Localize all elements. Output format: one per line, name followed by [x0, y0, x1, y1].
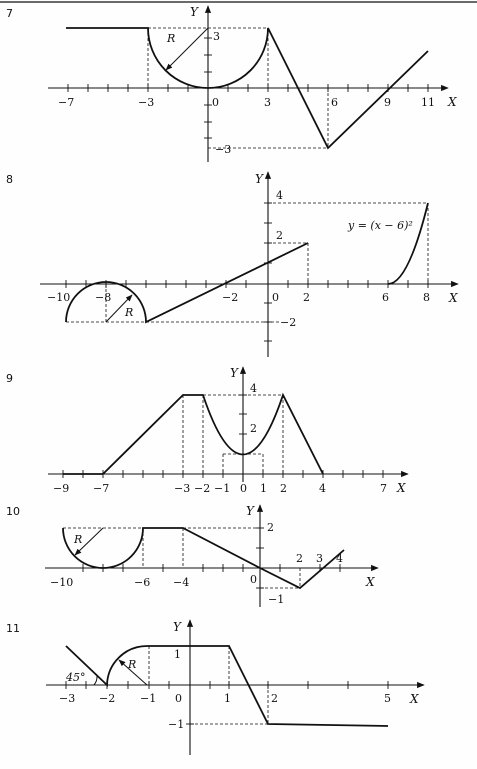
x-tick-label: −2: [99, 692, 116, 705]
problem-number-7: 7: [6, 7, 13, 20]
x-tick-label: −4: [173, 576, 190, 589]
x-tick-label: −10: [47, 291, 71, 304]
x-tick-label: 4: [336, 552, 343, 565]
x-tick-label: 11: [421, 96, 435, 109]
x-tick-label: 1: [260, 482, 267, 495]
function-curve: [66, 646, 388, 726]
x-tick-label: −1: [214, 482, 231, 495]
problem-number-10: 10: [6, 505, 20, 518]
graph-11: [6, 620, 424, 755]
dashed-guides: [183, 395, 283, 474]
x-tick-label: 0: [272, 291, 279, 304]
x-tick-label: 2: [280, 482, 287, 495]
y-axis-label: Y: [173, 620, 181, 634]
y-axis-label: Y: [246, 504, 254, 518]
x-tick-label: 2: [271, 692, 278, 705]
x-tick-label: 4: [319, 482, 326, 495]
x-tick-label: 1: [224, 692, 231, 705]
x-tick-label: 0: [175, 692, 182, 705]
curve-equation: y = (x − 6)²: [348, 219, 413, 232]
x-tick-label: 8: [423, 291, 430, 304]
y-tick-label: 2: [276, 229, 283, 242]
x-tick-label: 0: [240, 482, 247, 495]
y-tick-label: 2: [267, 521, 274, 534]
x-tick-label: −2: [222, 291, 239, 304]
y-tick-label: −1: [168, 718, 185, 731]
y-axis-label: Y: [190, 5, 198, 19]
x-axis-label: X: [397, 481, 406, 495]
x-axis-label: X: [366, 575, 375, 589]
x-tick-label: −7: [58, 96, 75, 109]
x-tick-label: 3: [264, 96, 271, 109]
x-tick-label: −2: [194, 482, 211, 495]
x-tick-label: 7: [380, 482, 387, 495]
x-tick-label: −3: [174, 482, 191, 495]
x-tick-label: 5: [384, 692, 391, 705]
angle-arc: [94, 676, 97, 685]
function-curve: [63, 395, 323, 474]
radius-label: R: [128, 658, 137, 671]
x-tick-label: 0: [250, 573, 257, 586]
x-tick-label: −3: [138, 96, 155, 109]
y-tick-label: 4: [276, 189, 283, 202]
x-tick-label: −9: [53, 482, 70, 495]
problem-number-9: 9: [6, 372, 13, 385]
x-tick-label: −8: [95, 291, 112, 304]
x-tick-label: 6: [331, 96, 338, 109]
radius-label: R: [167, 32, 176, 45]
x-axis-label: X: [449, 291, 458, 305]
problem-number-8: 8: [6, 173, 13, 186]
graph-10: [6, 504, 378, 607]
radius-label: R: [74, 533, 83, 546]
y-tick-label: −2: [280, 316, 297, 329]
x-axis-label: X: [448, 95, 457, 109]
x-tick-label: 2: [303, 291, 310, 304]
y-axis-label: Y: [255, 172, 263, 186]
x-tick-label: 9: [384, 96, 391, 109]
x-tick-label: 2: [296, 552, 303, 565]
graph-9: [6, 366, 408, 495]
graph-8: [6, 172, 458, 357]
x-tick-label: 3: [316, 552, 323, 565]
y-tick-label: 2: [250, 422, 257, 435]
angle-label: 45°: [66, 671, 86, 684]
problem-number-11: 11: [6, 622, 20, 635]
x-tick-label: −6: [134, 576, 151, 589]
y-tick-label: −1: [268, 593, 285, 606]
y-tick-label: 1: [174, 648, 181, 661]
graph-7: [6, 5, 457, 162]
x-tick-label: −10: [50, 576, 74, 589]
x-tick-label: 6: [382, 291, 389, 304]
y-tick-label: 4: [250, 382, 257, 395]
x-tick-label: 0: [212, 96, 219, 109]
x-axis-label: X: [410, 692, 419, 706]
y-axis-label: Y: [230, 366, 238, 380]
x-tick-label: −1: [140, 692, 157, 705]
y-tick-label: −3: [215, 143, 232, 156]
y-tick-label: 3: [213, 30, 220, 43]
x-tick-label: −3: [59, 692, 76, 705]
radius-label: R: [125, 306, 134, 319]
x-tick-label: −7: [93, 482, 110, 495]
